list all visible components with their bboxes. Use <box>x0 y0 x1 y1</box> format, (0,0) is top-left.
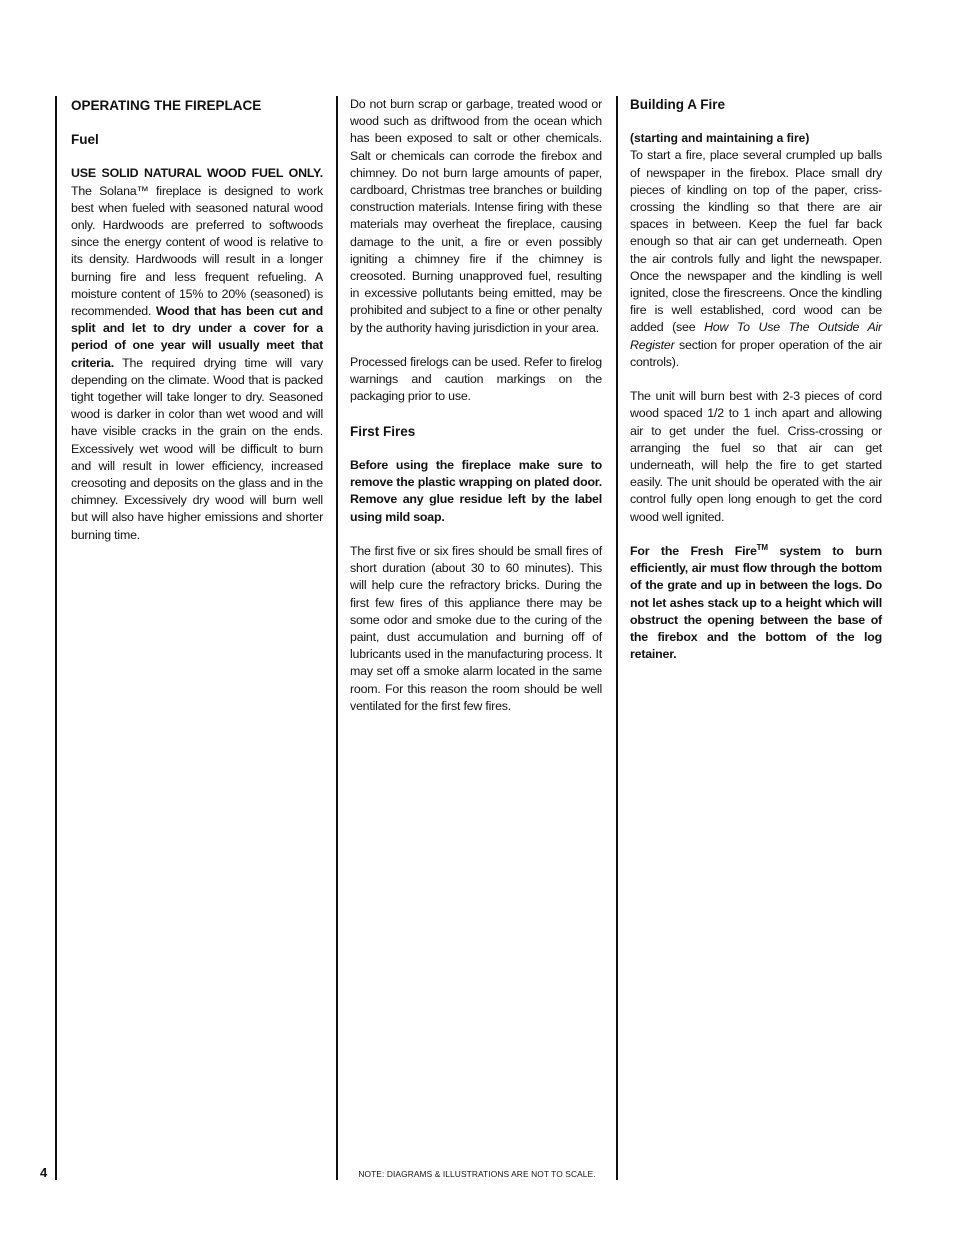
fuel-lead: USE SOLID NATURAL WOOD FUEL ONLY. <box>71 166 323 181</box>
building-fire-text-end: section for proper operation of the air controls). <box>630 337 882 369</box>
fuel-restrictions-paragraph: Do not burn scrap or garbage, treated wood or wood such as driftwood from the ocean which has been exposed to salt or other chemicals. Salt or chemicals can corrode the firebox and chimney. Do not burn large amounts of paper, cardboard, Christmas tree branches or building construction materials. Intense firing with these materials may overheat the fireplace, causing damage to the unit, a fire or even possibly igniting a chimney fire if the chimney is creosoted. Burning unapproved fuel, resulting in excessive pollutants being emitted, may be prohibited and subject to a fine or other penalty by the authority having jurisdiction in your area. <box>350 97 602 335</box>
trademark-mark: TM <box>756 542 768 552</box>
firelogs-paragraph: Processed firelogs can be used. Refer to firelog warnings and caution markings on the packaging prior to use. <box>350 355 602 404</box>
fuel-paragraph <box>71 165 323 543</box>
fuel-bold-criteria: Wood that has been cut and split and let to dry under a cover for a period of one year will usually meet that criteria. <box>71 304 323 370</box>
building-fire-text: To start a fire, place several crumpled up balls of newspaper in the firebox. Place small dry pieces of kindling on top of the paper, criss-crossing the kindling so that there are air spaces in between. Keep the fuel far back enough so that air can get underneath. Open the air controls fully and light the newspaper. Once the newspaper and the kindling is well ignited, close the firescreens. Once the kindling fire is well established, cord wood can be added (see <box>630 148 882 335</box>
column-divider-right <box>616 96 618 1180</box>
column-1 <box>71 96 323 561</box>
outside-air-register-reference: How To Use The Outside Air Register <box>630 320 882 352</box>
section-heading: OPERATING THE FIREPLACE <box>71 98 262 113</box>
fresh-fire-text: system to burn efficiently, air must flow through the bottom of the grate and up in between the logs. Do not let ashes stack up to a height which will obstruct the opening between the base of the firebox and the bottom of the log retainer. <box>630 544 882 662</box>
first-fires-heading: First Fires <box>350 423 416 439</box>
fuel-text-1: The Solana™ fireplace is designed to work best when fueled with seasoned natural wood only. Hardwoods are preferred to softwoods since the energy content of wood is relative to its density. Hardwoods will result in a longer burning fire and less frequent refueling. A moisture content of 15% to 20% (seasoned) is recommended. <box>71 183 323 319</box>
fuel-heading: Fuel <box>71 132 99 148</box>
column-3 <box>630 96 882 681</box>
fresh-fire-lead: For the Fresh Fire <box>630 544 757 559</box>
fresh-fire-paragraph <box>630 543 882 663</box>
scale-note: NOTE: DIAGRAMS & ILLUSTRATIONS ARE NOT TO SCALE. <box>358 1169 596 1179</box>
column-divider-middle <box>336 96 338 1180</box>
page-number: 4 <box>40 1165 48 1180</box>
column-divider-left <box>55 96 57 1180</box>
first-fires-warning: Before using the fireplace make sure to remove the plastic wrapping on plated door. Remove any glue residue left by the label using mild soap. <box>350 458 602 524</box>
column-2 <box>350 96 602 732</box>
building-fire-subheading: (starting and maintaining a fire) <box>630 131 810 146</box>
first-fires-paragraph: The first five or six fires should be small fires of short duration (about 30 to 60 minutes). This will help cure the refractory bricks. During the first few fires of this appliance there may be some odor and smoke due to the curing of the paint, dust accumulation and burning off of lubricants used in the manufacturing process. It may set off a smoke alarm located in the same room. For this reason the room should be well ventilated for the first few fires. <box>350 544 602 713</box>
cord-wood-paragraph: The unit will burn best with 2-3 pieces of cord wood spaced 1/2 to 1 inch apart and allowing air to get under the fuel. Criss-crossing or arranging the fuel so that air can get underneath, will help the fire to get started easily. The unit should be operated with the air control fully open long enough to get the cord wood well ignited. <box>630 389 882 524</box>
building-fire-paragraph <box>630 147 882 371</box>
fuel-text-2: The required drying time will vary depending on the climate. Wood that is packed tight together will take longer to dry. Seasoned wood is darker in color than wet wood and will have visible cracks in the grain on the ends. Excessively wet wood will be difficult to burn and will result in lower efficiency, increased creosoting and deposits on the glass and in the chimney. Excessively dry wood will burn well but will also have higher emissions and shorter burning time. <box>71 355 323 542</box>
building-fire-heading: Building A Fire <box>630 97 725 112</box>
